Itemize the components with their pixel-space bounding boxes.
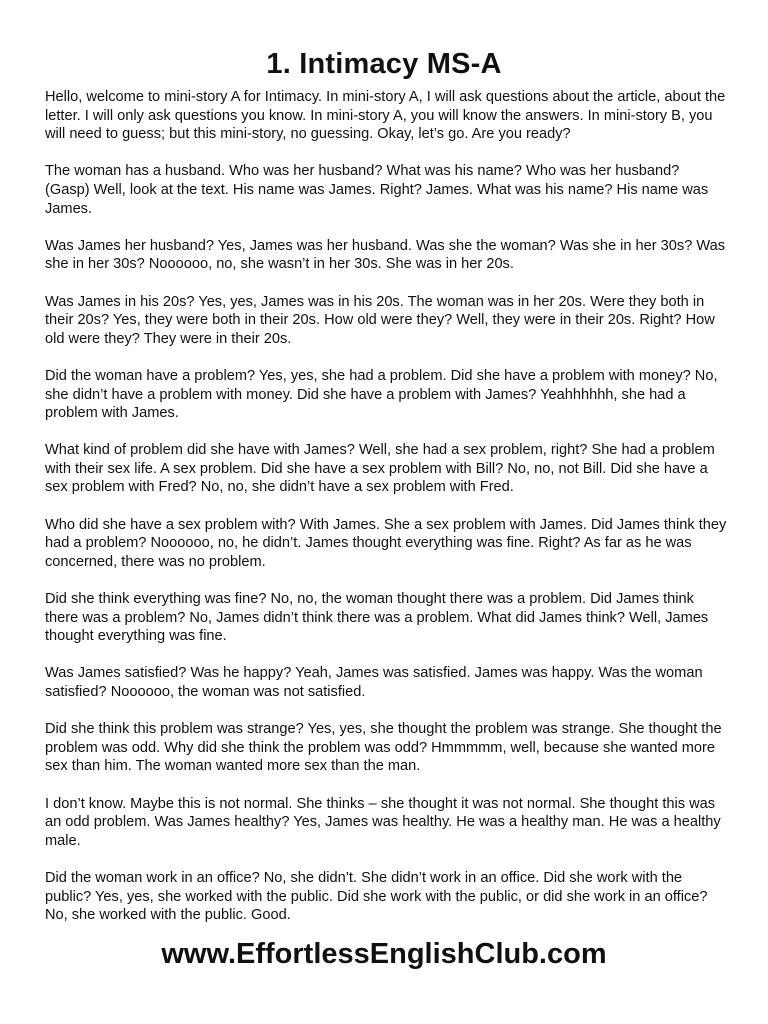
document-body	[45, 88, 727, 925]
paragraph: Was James in his 20s? Yes, yes, James was in his 20s. The woman was in her 20s. Were they both in their 20s? Yes, they were both in their 20s. How old were they? Well, they were in their 20s. Right? How old were they? They were in their 20s.	[45, 293, 715, 347]
paragraph: Was James satisfied? Was he happy? Yeah, James was satisfied. James was happy. Was the woman satisfied? Noooooo, the woman was not satisfied.	[45, 665, 703, 700]
paragraph: Did she think everything was fine? No, no, the woman thought there was a problem. Did James think there was a problem? No, James didn’t think there was a problem. What did James think? Well, James thought everything was fine.	[45, 591, 709, 645]
page-title: 1. Intimacy MS-A	[266, 48, 502, 80]
footer-website: www.EffortlessEnglishClub.com	[161, 938, 607, 970]
paragraph: Did the woman work in an office? No, she didn’t. She didn’t work in an office. Did she work with the public? Yes, yes, she worked with the public. Did she work with the public, or did she work in an office? No, she worked with the public. Good.	[45, 869, 708, 924]
paragraph: Who did she have a sex problem with? With James. She a sex problem with James. Did James think they had a problem? Noooooo, no, he didn’t. James thought everything was fine. Right? As far as he was concerned, there was no problem.	[45, 516, 727, 570]
paragraph: What kind of problem did she have with James? Well, she had a sex problem, right? She had a problem with their sex life. A sex problem. Did she have a sex problem with Bill? No, no, not Bill. Did she have a sex problem with Fred? No, no, she didn’t have a sex problem with Fred.	[45, 442, 715, 496]
paragraph: The woman has a husband. Who was her husband? What was his name? Who was her husband? (Gasp) Well, look at the text. His name was James. Right? James. What was his name? His name was James.	[45, 163, 709, 217]
paragraph: Did the woman have a problem? Yes, yes, she had a problem. Did she have a problem with money? No, she didn’t have a problem with money. Did she have a problem with James? Yeahhhhhh, she had a problem with James.	[45, 367, 718, 422]
paragraph: Did she think this problem was strange? Yes, yes, she thought the problem was strange. She thought the problem was odd. Why did she think the problem was odd? Hmmmmm, well, because she wanted more sex than him. The woman wanted more sex than the man.	[45, 721, 722, 775]
paragraph: Hello, welcome to mini-story A for Intimacy. In mini-story A, I will ask questions about the article, about the letter. I will only ask questions you know. In mini-story A, you will know the answers. In mini-story B, you will need to guess; but this mini-story, no guessing. Okay, let’s go. Are you ready?	[45, 89, 726, 143]
paragraph: Was James her husband? Yes, James was her husband. Was she the woman? Was she in her 30s? Was she in her 30s? Noooooo, no, she wasn’t in her 30s. She was in her 20s.	[45, 237, 726, 273]
paragraph: I don’t know. Maybe this is not normal. She thinks – she thought it was not normal. She thought this was an odd problem. Was James healthy? Yes, James was healthy. He was a healthy man. He was a healthy male.	[45, 795, 721, 849]
